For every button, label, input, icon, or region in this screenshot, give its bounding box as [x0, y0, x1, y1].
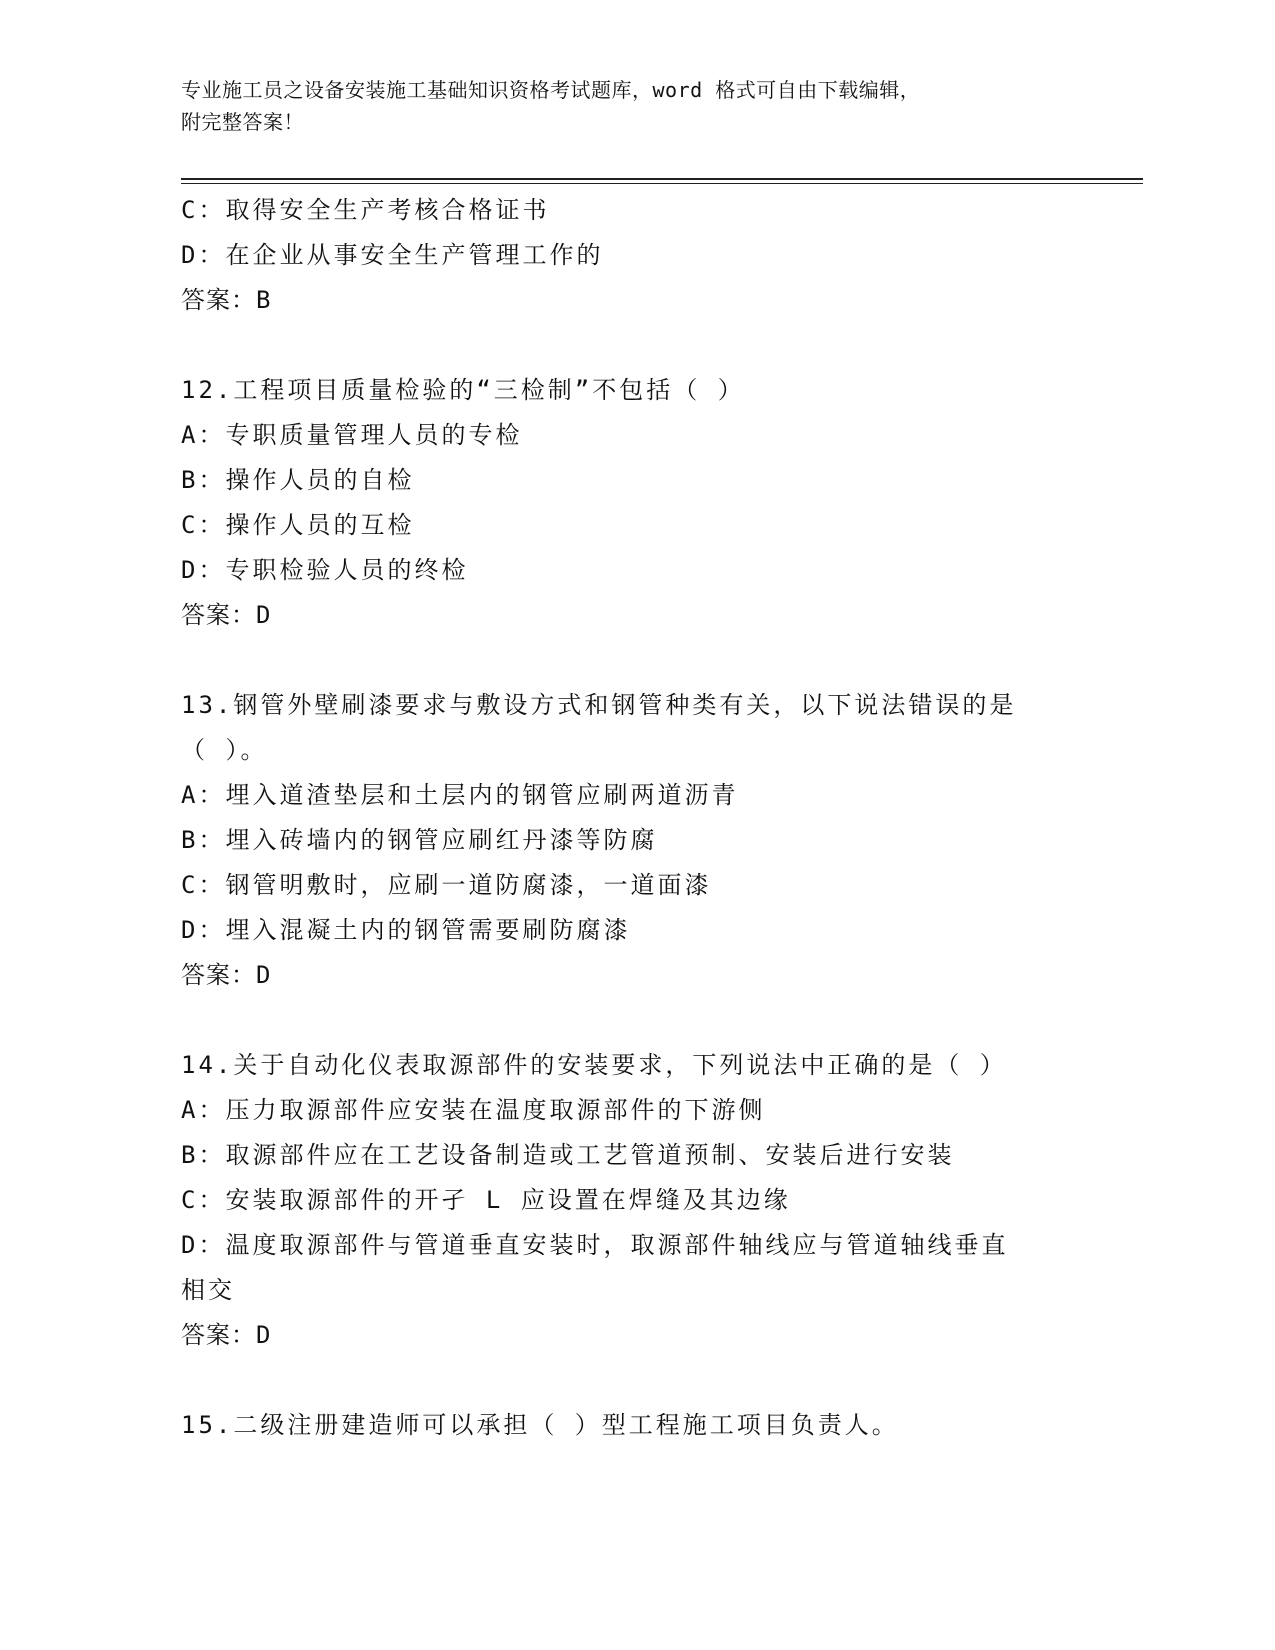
question-15: [181, 1403, 1081, 1448]
option-c: C：钢管明敷时，应刷一道防腐漆，一道面漆: [181, 871, 712, 899]
option-c: C：安装取源部件的开孑 L 应设置在焊缝及其边缘: [181, 1186, 791, 1214]
option-d: D：专职检验人员的终检: [181, 556, 469, 584]
option-d: D：埋入混凝土内的钢管需要刷防腐漆: [181, 916, 631, 944]
question-text-line-2: （ ）。: [181, 736, 268, 764]
option-d: D：在企业从事安全生产管理工作的: [181, 241, 604, 269]
header-divider-thick: [181, 178, 1143, 180]
answer: 答案：D: [181, 601, 272, 629]
option-d-line-1: D：温度取源部件与管道垂直安装时，取源部件轴线应与管道轴线垂直: [181, 1231, 1009, 1259]
document-header: [181, 74, 1081, 138]
option-a: A：专职质量管理人员的专检: [181, 421, 523, 449]
spacer: [181, 638, 1081, 683]
header-divider-thin: [181, 183, 1143, 184]
answer: 答案：D: [181, 961, 272, 989]
question-list: [181, 188, 1081, 1448]
question-text: 12.工程项目质量检验的“三检制”不包括（ ）: [181, 376, 745, 404]
question-14: [181, 1043, 1081, 1358]
option-b: B：取源部件应在工艺设备制造或工艺管道预制、安装后进行安装: [181, 1141, 955, 1169]
answer: 答案：B: [181, 286, 272, 314]
option-d-line-2: 相交: [181, 1276, 235, 1304]
question-text-line-1: 13.钢管外壁刷漆要求与敷设方式和钢管种类有关，以下说法错误的是: [181, 691, 1017, 719]
option-a: A：压力取源部件应安装在温度取源部件的下游侧: [181, 1096, 766, 1124]
option-b: B：埋入砖墙内的钢管应刷红丹漆等防腐: [181, 826, 658, 854]
spacer: [181, 323, 1081, 368]
question-text: 14.关于自动化仪表取源部件的安装要求，下列说法中正确的是（ ）: [181, 1051, 1007, 1079]
header-line-1: 专业施工员之设备安装施工基础知识资格考试题库，word 格式可自由下载编辑，: [181, 78, 921, 102]
answer: 答案：D: [181, 1321, 272, 1349]
spacer: [181, 1358, 1081, 1403]
question-text: 15.二级注册建造师可以承担（ ）型工程施工项目负责人。: [181, 1411, 899, 1439]
option-c: C：取得安全生产考核合格证书: [181, 196, 550, 224]
question-13: [181, 683, 1081, 998]
spacer: [181, 998, 1081, 1043]
option-a: A：埋入道渣垫层和土层内的钢管应刷两道沥青: [181, 781, 739, 809]
option-c: C：操作人员的互检: [181, 511, 415, 539]
question-12: [181, 368, 1081, 638]
header-line-2: 附完整答案！: [181, 110, 304, 134]
option-b: B：操作人员的自检: [181, 466, 415, 494]
